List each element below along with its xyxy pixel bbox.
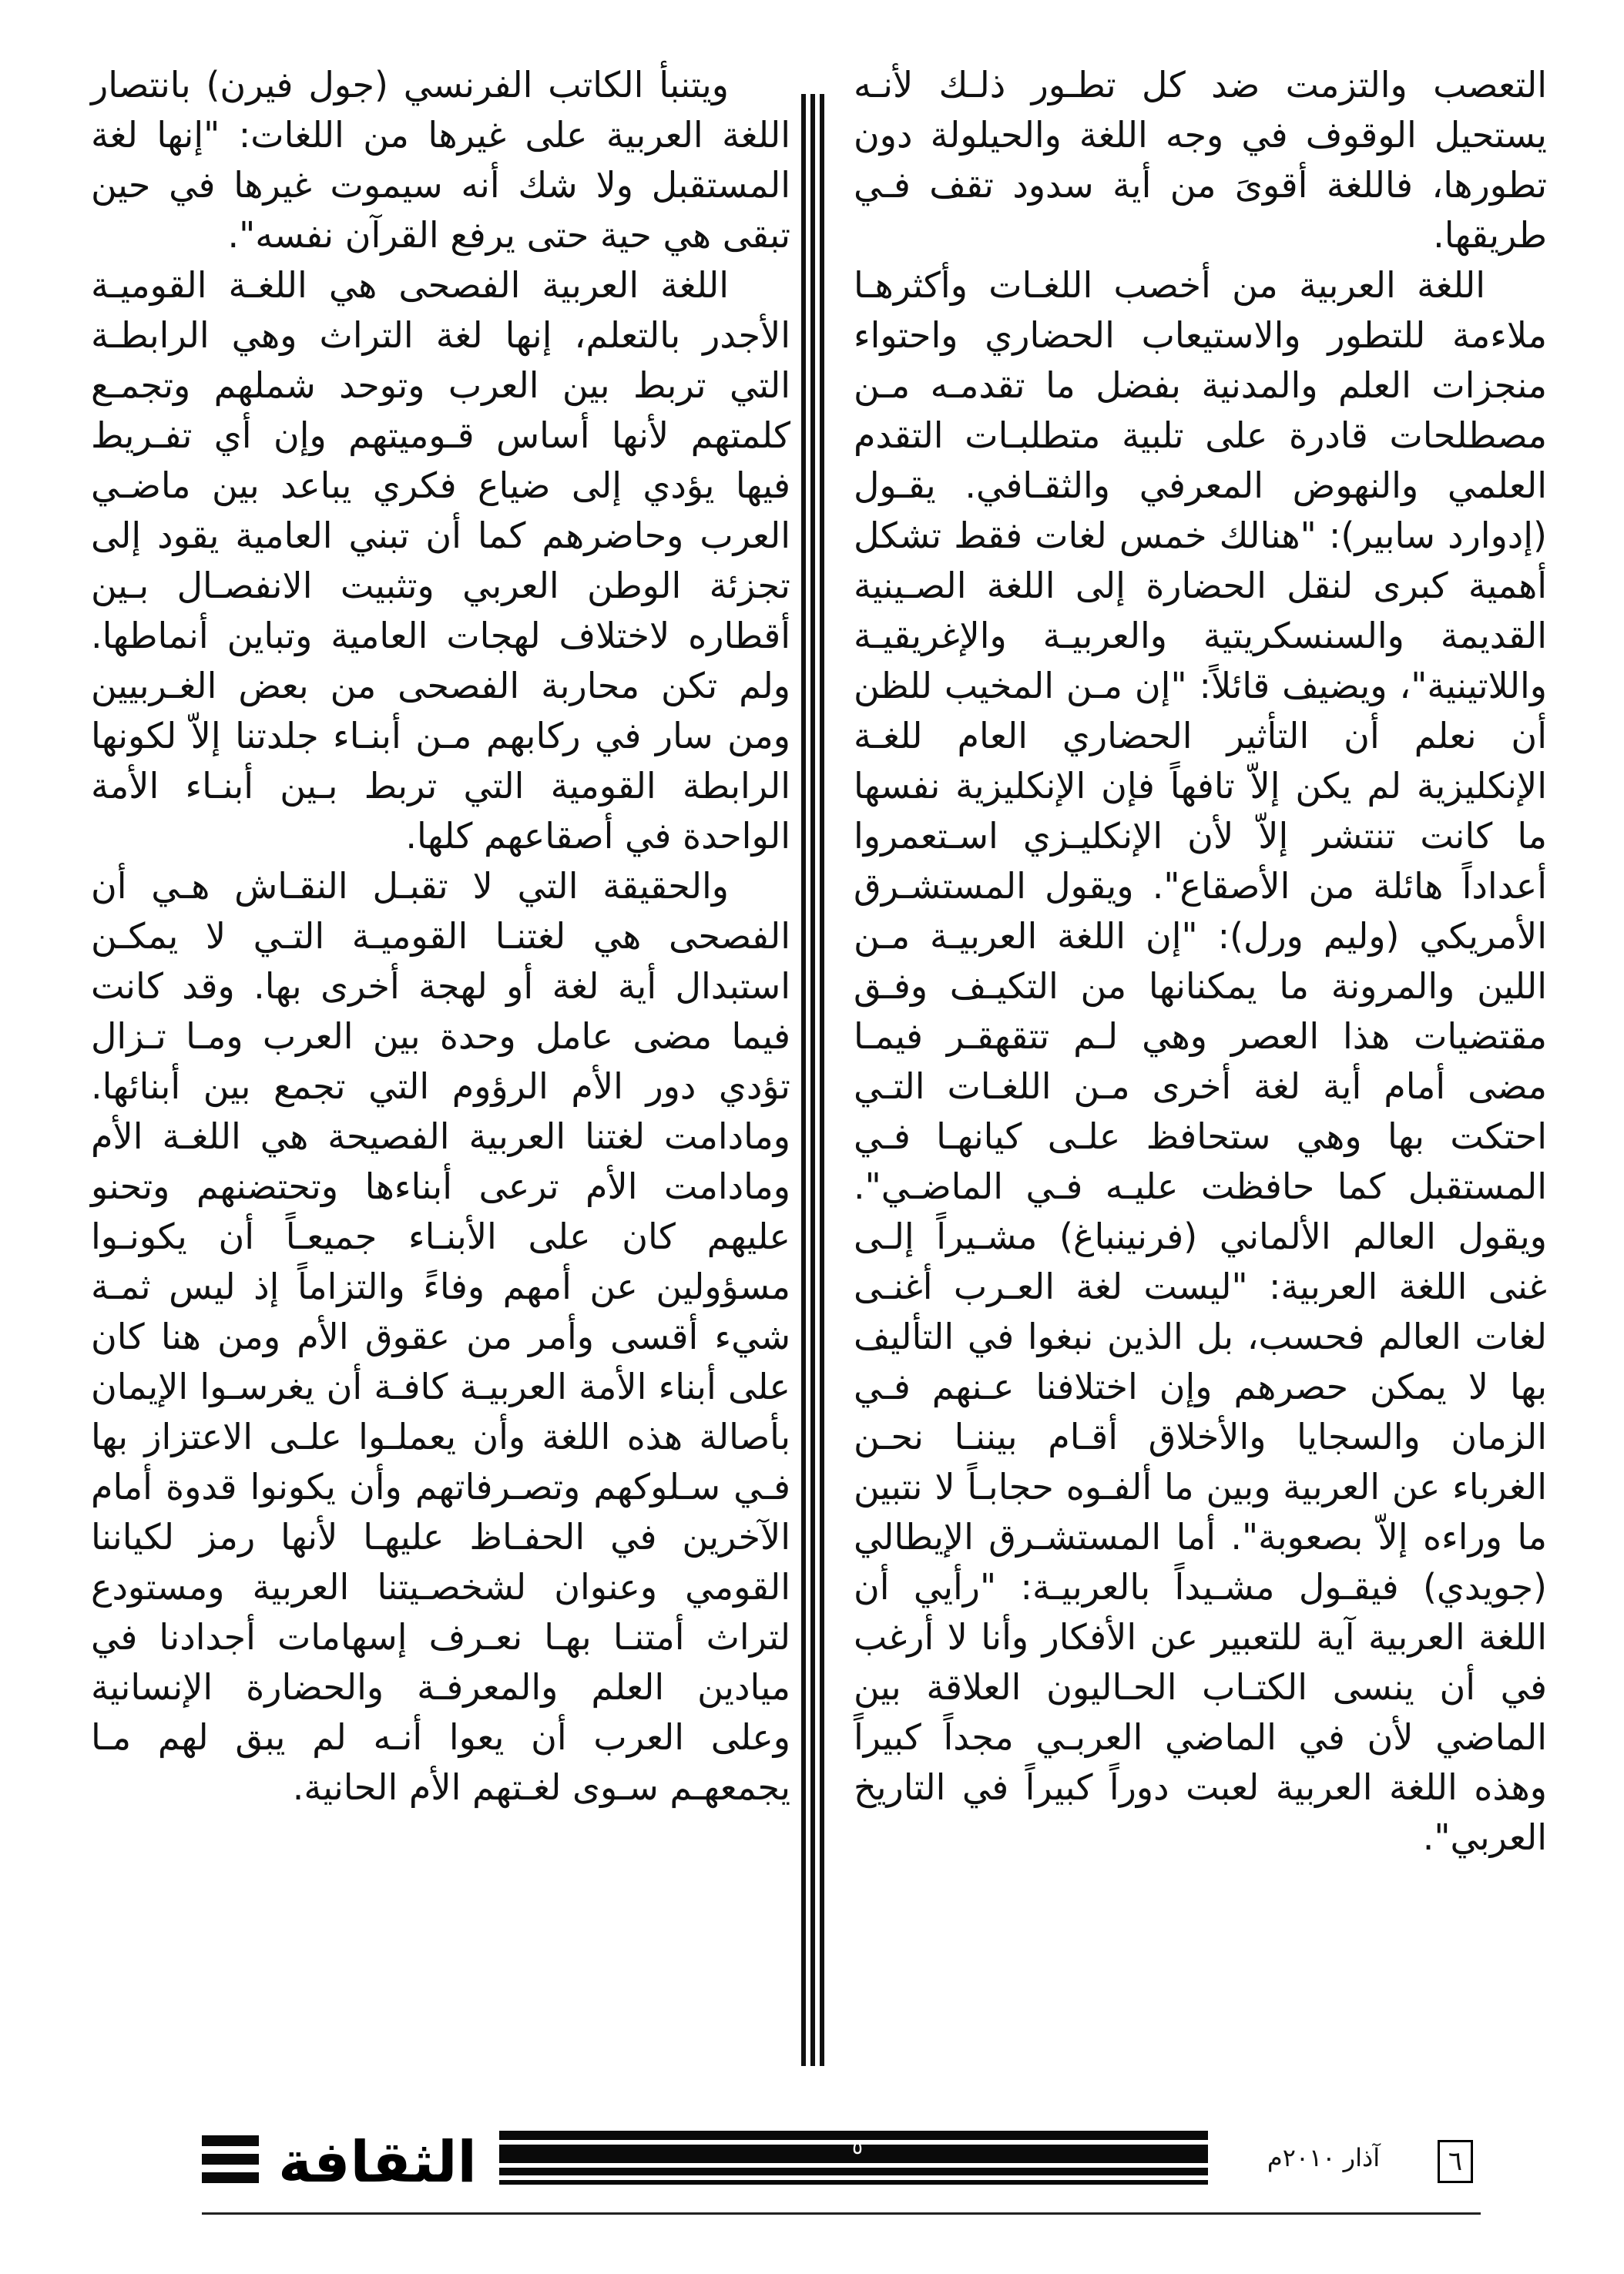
paragraph: التعصب والتزمت ضد كل تطـور ذلـك لأنـه يستحيل الوقوف في وجه اللغة والحيلولة دون تطورها، فاللغة أقوىَ من أية سدود تقف فـي طريقها. bbox=[854, 64, 1547, 256]
footer-bar-right bbox=[499, 2180, 1208, 2185]
paragraph: والحقيقة التي لا تقبـل النقـاش هـي أن الفصحى هي لغتنـا القوميـة التـي لا يمكـن استبدال أية لغة أو لهجة أخرى بها. وقد كانت فيما مضى عامل وحدة بين العرب ومـا تـزال تؤدي دور الأم الرؤوم التي تجمع بين أبنائها. ومادامت لغتنا العربية الفصيحة هي اللغـة الأم ومادامت الأم ترعى أبناءها وتحتضنهم وتحنو عليهم كان على الأبنـاء جميعـاً أن يكونـوا مسؤولين عن أمهم وفاءً والتزاماً إذ ليس ثمـة شيء أقسى وأمر من عقوق الأم ومن هنا كان على أبناء الأمة العربيـة كافـة أن يغرسـوا الإيمان بأصالة هذه اللغة وأن يعملـوا علـى الاعتزاز بها فـي سـلوكهم وتصـرفاتهم وأن يكونوا قدوة أمام الآخرين في الحفـاظ عليهـا لأنها رمز لكياننا القومي وعنوان لشخصـيتنا العربية ومستودع لتراث أمتنـا بهـا نعـرف إسهامات أجدادنا في ميادين العلم والمعرفـة والحضارة الإنسانية وعلى العرب أن يعوا أنـه لم يبق لهم مـا يجمعهـم سـوى لغـتهم الأم الحانية. bbox=[91, 865, 790, 1808]
footer-rule bbox=[202, 2212, 1481, 2215]
footer-bar-left bbox=[202, 2154, 259, 2165]
paragraph: اللغة العربية الفصحى هي اللغـة القوميـة الأجدر بالتعلم، إنها لغة التراث وهي الرابطـة التي تربط بين العرب وتوحد شملهم وتجمـع كلمتهم لأنها أساس قـوميتهم وإن أي تفـريط فيها يؤدي إلى ضياع فكري يباعد بين ماضـي العرب وحاضرهم كما أن تبني العامية يقود إلى تجزئة الوطن العربي وتثبيت الانفصـال بـين أقطاره لاختلاف لهجات العامية وتباين أنماطها. ولم تكن محاربة الفصحى من بعض الغـربيين ومن سار في ركابهم مـن أبنـاء جلدتنا إلاّ لكونها الرابطة القومية التي تربط بـين أبنـاء الأمة الواحدة في أصقاعهم كلها. bbox=[91, 264, 790, 857]
footer-bar-left bbox=[202, 2135, 259, 2146]
magazine-logo: الثقافة bbox=[278, 2129, 477, 2195]
issue-date: آذار ٢٠١٠م bbox=[1267, 2143, 1381, 2172]
column-divider bbox=[810, 94, 815, 2066]
column-divider bbox=[801, 94, 806, 2066]
page-number: ٦ bbox=[1438, 2140, 1473, 2183]
paragraph: ويتنبأ الكاتب الفرنسي (جول فيرن) بانتصار اللغة العربية على غيرها من اللغات: "إنها لغة المستقبل ولا شك أنه سيموت غيرها في حين تبقى هي حية حتى يرفع القرآن نفسه". bbox=[91, 64, 790, 256]
article-column-left bbox=[91, 60, 790, 1813]
article-column-right bbox=[854, 60, 1547, 1863]
column-divider bbox=[820, 94, 824, 2066]
footer-bar-right bbox=[499, 2168, 1208, 2175]
paragraph: اللغة العربية من أخصب اللغـات وأكثرهـا ملاءمة للتطور والاستيعاب الحضاري واحتواء منجزات العلم والمدنية بفضل ما تقدمـه مـن مصطلحات قادرة على تلبية متطلبـات التقدم العلمي والنهوض المعرفي والثقـافي. يقـول (إدوارد سابير): "هنالك خمس لغات فقط تشكل أهمية كبرى لنقل الحضارة إلى اللغة الصـينية القديمة والسنسكريتية والعربيـة والإغريقيـة واللاتينية"، ويضيف قائلاً: "إن مـن المخيب للظن أن نعلم أن التأثير الحضاري العام للغـة الإنكليزية لم يكن إلاّ تافهاً فإن الإنكليزية نفسها ما كانت تنتشر إلاّ لأن الإنكليـزي اسـتعمروا أعداداً هائلة من الأصقاع". ويقول المستشـرق الأمريكي (وليم ورل): "إن اللغة العربيـة مـن اللين والمرونة ما يمكنانها من التكيـف وفـق مقتضيات هذا العصر وهي لـم تتقهقـر فيمـا مضى أمام أية لغة أخرى مـن اللغـات التـي احتكت بها وهي ستحافظ علـى كيانهـا فـي المستقبل كما حافظت عليـه فـي الماضـي". ويقول العالم الألماني (فرنينباغ) مشـيراً إلـى غنى اللغة العربية: "ليست لغة العـرب أغنـى لغات العالم فحسب، بل الذين نبغوا في التأليف بها لا يمكن حصرهم وإن اختلافنا عـنهم فـي الزمان والسجايا والأخلاق أقـام بيننـا نحـن الغرباء عن العربية وبين ما ألفـوه حجابـاً لا نتبين ما وراءه إلاّ بصعوبة". أما المستشـرق الإيطالي (جويدي) فيقـول مشـيداً بالعربيـة: "رأيي أن اللغة العربية آية للتعبير عن الأفكار وأنا لا أرغب في أن ينسى الكتـاب الحـاليون العلاقة بين الماضي لأن في الماضي العربـي مجداً كبيراً وهذه اللغة العربية لعبت دوراً كبيراً في التاريخ العربي". bbox=[854, 264, 1547, 1858]
footer-bar-left bbox=[202, 2172, 259, 2183]
issue-mark: ٥ bbox=[852, 2136, 863, 2159]
